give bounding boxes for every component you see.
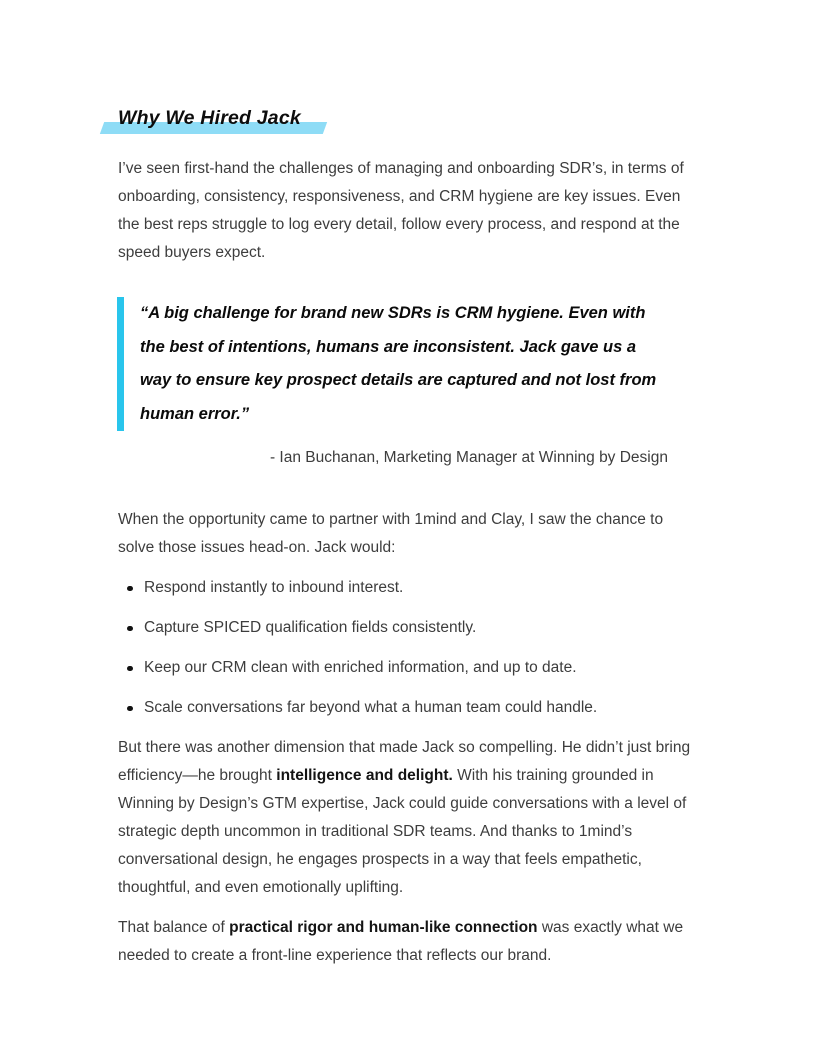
paragraph-text: That balance of [118,919,230,936]
pull-quote [117,297,662,431]
balance-paragraph [118,914,698,970]
quote-attribution: - Ian Buchanan, Marketing Manager at Winning by Design [269,449,668,466]
section-heading-wrap [118,106,301,130]
paragraph-text: was exactly what we needed to create a front-line experience that reflects our brand. [118,919,684,964]
list-item: Capture SPICED qualification fields consistently. [118,614,698,642]
compelling-paragraph [118,734,698,902]
capability-bullet-list [118,574,698,722]
list-item: Keep our CRM clean with enriched information, and up to date. [118,654,698,682]
list-item: Scale conversations far beyond what a human team could handle. [118,694,698,722]
pull-quote-text: “A big challenge for brand new SDRs is CRM hygiene. Even with the best of intentions, humans are inconsistent. Jack gave us a way to ensure key prospect details are captured and not lost from human error.” [140,304,657,423]
leadin-paragraph: When the opportunity came to partner with 1mind and Clay, I saw the chance to solve those issues head-on. Jack would: [118,511,664,556]
paragraph-text: But there was another dimension that made Jack so compelling. He didn’t just bring efficiency—he brought [118,739,691,784]
intro-paragraph: I’ve seen first-hand the challenges of managing and onboarding SDR’s, in terms of onboarding, consistency, responsiveness, and CRM hygiene are key issues. Even the best reps struggle to log every detail, follow every process, and respond at the speed buyers expect. [118,160,684,261]
section-heading: Why We Hired Jack [118,107,301,129]
paragraph-text: With his training grounded in Winning by Design’s GTM expertise, Jack could guide conversations with a level of strategic depth uncommon in traditional SDR teams. And thanks to 1mind’s conversational design, he engages prospects in a way that feels empathetic, thoughtful, and even emotionally uplifting. [118,767,687,896]
bold-emphasis: practical rigor and human-like connection [229,919,538,936]
bold-emphasis: intelligence and delight. [276,767,453,784]
list-item: Respond instantly to inbound interest. [118,574,698,602]
